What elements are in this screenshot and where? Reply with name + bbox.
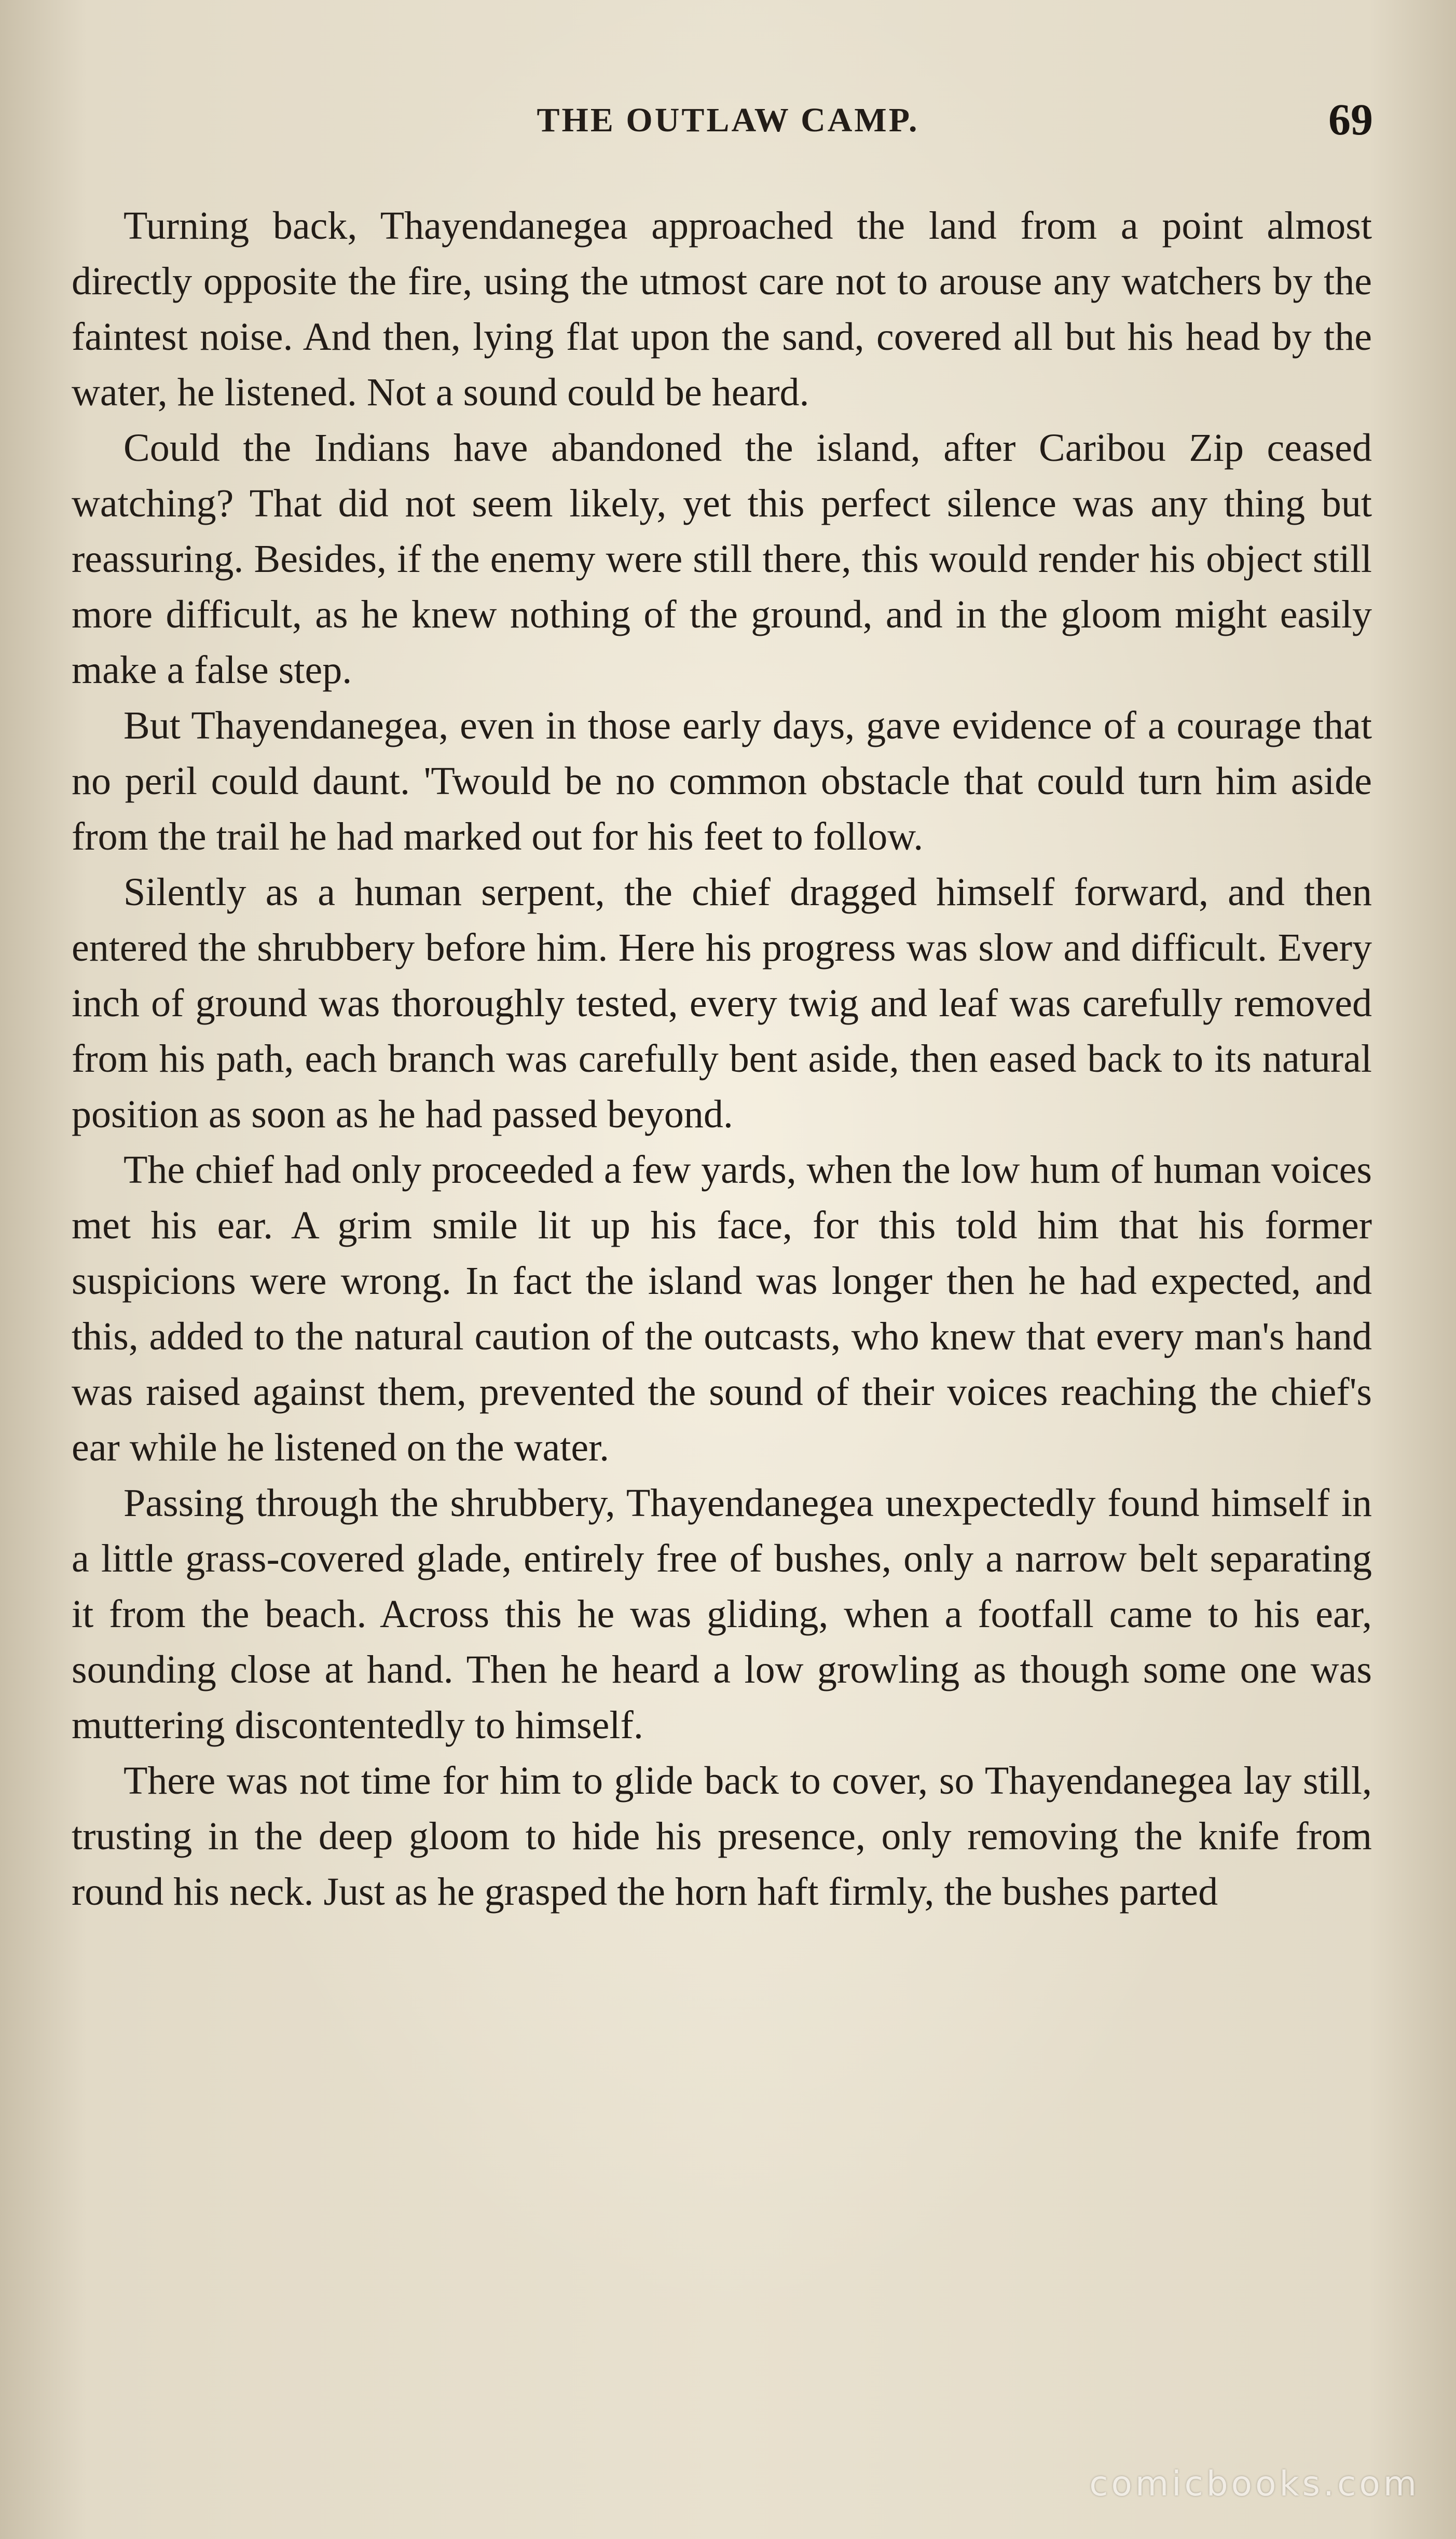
body-text xyxy=(72,198,1372,1920)
paragraph: But Thayendanegea, even in those early days, gave evidence of a courage that no peril could daunt. 'Twould be no common obstacle that could turn him aside from the trail he had marked out for his feet to follow. xyxy=(72,704,1372,858)
running-head xyxy=(0,93,1456,151)
paragraph: Passing through the shrubbery, Thayendanegea unexpectedly found himself in a little grass-covered glade, entirely free of bushes, only a narrow belt separating it from the beach. Across this he was gliding, when a footfall came to his ear, sounding close at hand. Then he heard a low growling as though some one was muttering discontentedly to himself. xyxy=(72,1481,1372,1747)
paragraph: Could the Indians have abandoned the island, after Caribou Zip ceased watching? That did not seem likely, yet this perfect silence was any thing but reassuring. Besides, if the enemy were still there, this would render his object still more difficult, as he knew nothing of the ground, and in the gloom might easily make a false step. xyxy=(72,426,1372,692)
page-number: 69 xyxy=(1328,94,1373,144)
paragraph: Silently as a human serpent, the chief dragged himself forward, and then entered the shrubbery before him. Here his progress was slow and difficult. Every inch of ground was thoroughly tested, every twig and leaf was carefully removed from his path, each branch was carefully bent aside, then eased back to its natural position as soon as he had passed beyond. xyxy=(72,870,1372,1136)
running-title: THE OUTLAW CAMP. xyxy=(537,101,919,139)
paragraph: Turning back, Thayendanegea approached the land from a point almost directly opposite the fire, using the utmost care not to arouse any watchers by the faintest noise. And then, lying flat upon the sand, covered all but his head by the water, he listened. Not a sound could be heard. xyxy=(72,204,1372,414)
paragraph: The chief had only proceeded a few yards, when the low hum of human voices met his ear. A grim smile lit up his face, for this told him that his former suspicions were wrong. In fact the island was longer then he had expected, and this, added to the natural caution of the outcasts, who knew that every man's hand was raised against them, prevented the sound of their voices reaching the chief's ear while he listened on the water. xyxy=(72,1148,1372,1469)
watermark: comicbooks.com xyxy=(1089,2464,1420,2504)
paragraph: There was not time for him to glide back to cover, so Thayendanegea lay still, trusting in the deep gloom to hide his presence, only removing the knife from round his neck. Just as he grasped the horn haft firmly, the bushes parted xyxy=(72,1759,1372,1914)
